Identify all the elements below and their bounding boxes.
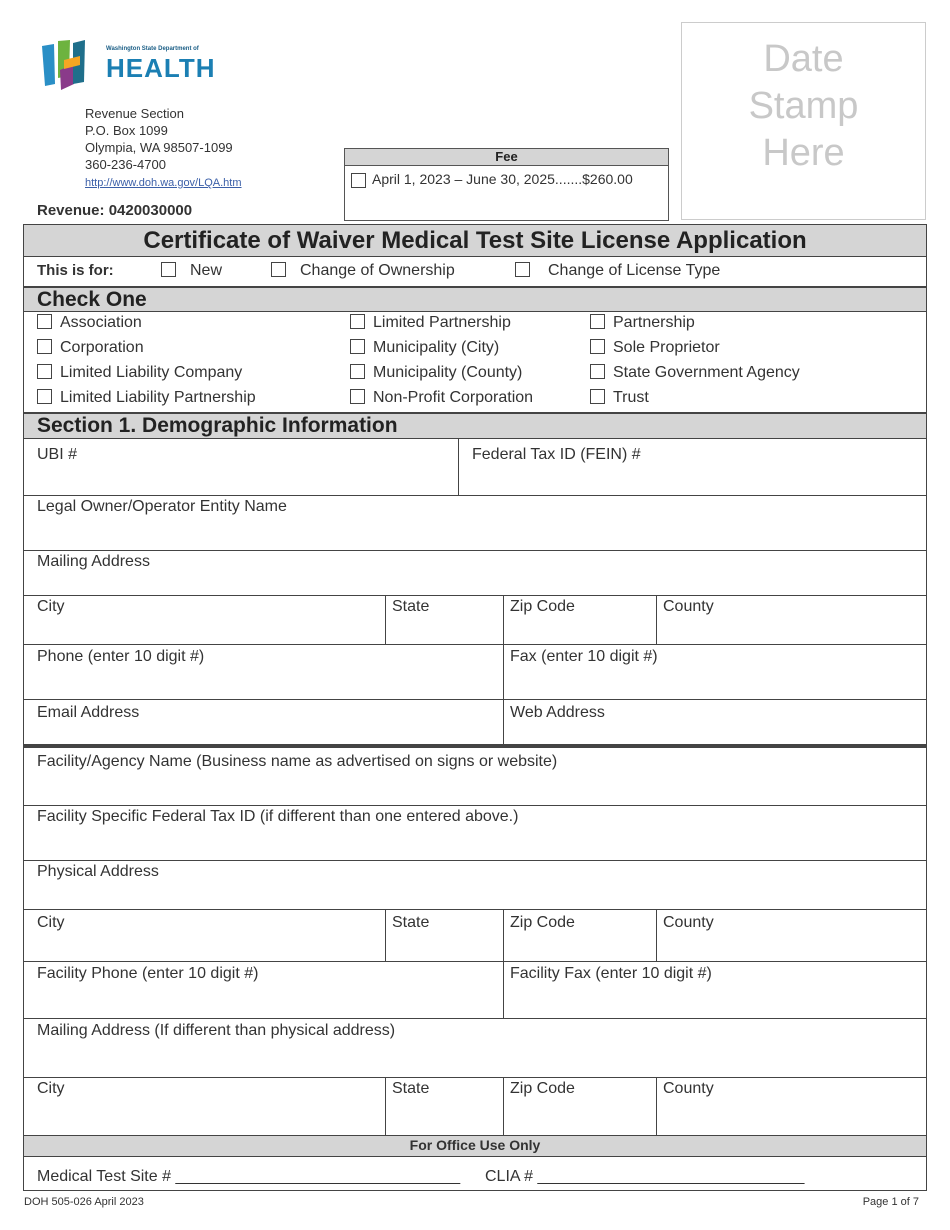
field-label: Facility Fax (enter 10 digit #) xyxy=(510,965,712,982)
field-label: State xyxy=(392,1080,430,1097)
stamp-line: Stamp xyxy=(748,85,859,127)
entity-option[interactable] xyxy=(350,339,499,357)
mailing-address-block xyxy=(85,105,242,192)
web-field[interactable] xyxy=(503,700,926,744)
email-web-row xyxy=(23,700,927,748)
field-label: Facility Phone (enter 10 digit #) xyxy=(37,965,259,982)
facility-tax-id-field[interactable] xyxy=(24,806,926,860)
entity-checkbox[interactable] xyxy=(350,339,365,354)
phone-fax-row xyxy=(23,645,927,700)
facility-county-field[interactable] xyxy=(656,910,926,961)
entity-option[interactable] xyxy=(350,314,511,332)
option-label: Limited Liability Partnership xyxy=(60,389,256,406)
field-label: State xyxy=(392,598,430,615)
this-is-for-row xyxy=(23,257,927,287)
fee-checkbox[interactable] xyxy=(351,173,366,188)
option-change-of-license-type[interactable] xyxy=(515,262,720,280)
city-field[interactable] xyxy=(24,596,385,644)
entity-option[interactable] xyxy=(37,389,256,407)
field-label: UBI # xyxy=(37,446,78,463)
form-title: Certificate of Waiver Medical Test Site License Application xyxy=(23,224,927,257)
field-label: Mailing Address xyxy=(37,553,150,570)
field-label: County xyxy=(663,1080,714,1097)
entity-checkbox[interactable] xyxy=(590,364,605,379)
field-label: Mailing Address (If different than physical address) xyxy=(37,1022,396,1039)
form-id: DOH 505-026 April 2023 xyxy=(24,1196,144,1208)
this-is-for-label: This is for: xyxy=(37,262,114,279)
logo-subtitle: Washington State Department of xyxy=(106,46,199,52)
check-one-heading: Check One xyxy=(23,287,927,312)
entity-checkbox[interactable] xyxy=(590,314,605,329)
option-label: Trust xyxy=(613,389,649,406)
entity-checkbox[interactable] xyxy=(37,314,52,329)
option-label: Limited Liability Company xyxy=(60,364,243,381)
field-label: Zip Code xyxy=(510,598,575,615)
field-label: Facility Specific Federal Tax ID (if different than one entered above.) xyxy=(37,808,519,825)
facility-city-row xyxy=(23,910,927,962)
entity-checkbox[interactable] xyxy=(590,339,605,354)
facility-name-field[interactable] xyxy=(24,748,926,805)
option-label: Corporation xyxy=(60,339,144,356)
mailing-zip-field[interactable] xyxy=(503,1078,656,1135)
field-label: Web Address xyxy=(510,704,605,721)
entity-option[interactable] xyxy=(590,364,800,382)
option-label: Partnership xyxy=(613,314,695,331)
fax-field[interactable] xyxy=(503,645,926,699)
mailing-address-field[interactable] xyxy=(24,551,926,595)
ubi-field[interactable] xyxy=(24,439,458,495)
facility-zip-field[interactable] xyxy=(503,910,656,961)
entity-type-options xyxy=(23,312,927,413)
entity-option[interactable] xyxy=(37,364,242,382)
entity-checkbox[interactable] xyxy=(350,364,365,379)
option-label: Limited Partnership xyxy=(373,314,511,331)
option-label: State Government Agency xyxy=(613,364,800,381)
fein-field[interactable] xyxy=(458,439,928,495)
field-label: City xyxy=(37,598,65,615)
field-label: City xyxy=(37,914,65,931)
entity-option[interactable] xyxy=(37,339,144,357)
ubi-fein-row xyxy=(23,439,927,496)
mailing-county-field[interactable] xyxy=(656,1078,926,1135)
option-label: Sole Proprietor xyxy=(613,339,720,356)
legal-owner-field[interactable] xyxy=(24,496,926,550)
mailing-state-field[interactable] xyxy=(385,1078,503,1135)
field-label: Facility/Agency Name (Business name as advertised on signs or website) xyxy=(37,753,558,770)
page-number: Page 1 of 7 xyxy=(862,1196,919,1208)
facility-fax-field[interactable] xyxy=(503,962,926,1018)
address-line: 360-236-4700 xyxy=(85,157,166,172)
option-label: Change of Ownership xyxy=(300,262,455,279)
entity-checkbox[interactable] xyxy=(350,389,365,404)
fee-heading: Fee xyxy=(345,149,668,166)
option-label: New xyxy=(190,262,223,279)
mailing-city-field[interactable] xyxy=(24,1078,385,1135)
logo-title: HEALTH xyxy=(106,53,216,83)
mailing-city-row xyxy=(23,1078,927,1136)
mailing-address-row xyxy=(23,551,927,596)
medical-test-site-number: Medical Test Site # ________________________________ xyxy=(37,1168,461,1185)
city-row xyxy=(23,596,927,645)
facility-tax-id-row xyxy=(23,806,927,861)
state-field[interactable] xyxy=(385,596,503,644)
facility-name-row xyxy=(23,748,927,806)
entity-checkbox[interactable] xyxy=(350,314,365,329)
email-field[interactable] xyxy=(24,700,503,744)
county-field[interactable] xyxy=(656,596,926,644)
new-checkbox[interactable] xyxy=(161,262,176,277)
facility-mailing-row xyxy=(23,1019,927,1078)
option-label: Non-Profit Corporation xyxy=(373,389,534,406)
field-label: Email Address xyxy=(37,704,140,721)
entity-checkbox[interactable] xyxy=(37,339,52,354)
logo-mark-icon xyxy=(40,38,104,93)
entity-option[interactable] xyxy=(590,389,649,407)
option-change-of-ownership[interactable] xyxy=(271,262,455,280)
option-label: Municipality (County) xyxy=(373,364,523,381)
stamp-line: Here xyxy=(762,132,845,174)
entity-option[interactable] xyxy=(350,364,522,382)
address-line: Olympia, WA 98507-1099 xyxy=(85,140,233,155)
physical-address-field[interactable] xyxy=(24,861,926,909)
field-label: Legal Owner/Operator Entity Name xyxy=(37,498,287,515)
field-label: City xyxy=(37,1080,65,1097)
section1-heading: Section 1. Demographic Information xyxy=(23,413,927,439)
field-label: County xyxy=(663,598,714,615)
entity-checkbox[interactable] xyxy=(590,389,605,404)
option-label: Association xyxy=(60,314,142,331)
phone-field[interactable] xyxy=(24,645,503,699)
field-label: County xyxy=(663,914,714,931)
facility-city-field[interactable] xyxy=(24,910,385,961)
field-label: Zip Code xyxy=(510,914,575,931)
entity-checkbox[interactable] xyxy=(37,389,52,404)
address-line: Revenue Section xyxy=(85,106,185,121)
entity-option[interactable] xyxy=(590,314,695,332)
field-label: Phone (enter 10 digit #) xyxy=(37,648,205,665)
office-use-row xyxy=(23,1157,927,1191)
fee-box xyxy=(344,148,669,221)
stamp-line: Date xyxy=(763,38,844,80)
option-label: Municipality (City) xyxy=(373,339,500,356)
legal-owner-row xyxy=(23,496,927,551)
address-line: P.O. Box 1099 xyxy=(85,123,168,138)
field-label: Fax (enter 10 digit #) xyxy=(510,648,658,665)
field-label: Federal Tax ID (FEIN) # xyxy=(472,446,641,463)
website-link[interactable]: http://www.doh.wa.gov/LQA.htm xyxy=(85,177,242,189)
physical-address-row xyxy=(23,861,927,910)
entity-checkbox[interactable] xyxy=(37,364,52,379)
date-stamp-area xyxy=(681,22,926,220)
fee-option: April 1, 2023 – June 30, 2025.......$260.00 xyxy=(372,171,633,187)
zip-field[interactable] xyxy=(503,596,656,644)
option-label: Change of License Type xyxy=(548,262,721,279)
facility-mailing-field[interactable] xyxy=(24,1019,926,1077)
office-use-heading: For Office Use Only xyxy=(23,1136,927,1157)
revenue-code: Revenue: 0420030000 xyxy=(37,202,193,219)
facility-phone-field[interactable] xyxy=(24,962,503,1018)
entity-option[interactable] xyxy=(590,339,720,357)
field-label: State xyxy=(392,914,430,931)
entity-option[interactable] xyxy=(37,314,142,332)
option-new[interactable] xyxy=(161,262,222,280)
change-license-checkbox[interactable] xyxy=(515,262,530,277)
agency-logo xyxy=(40,38,216,93)
field-label: Zip Code xyxy=(510,1080,575,1097)
clia-number: CLIA # ______________________________ xyxy=(485,1168,805,1185)
change-ownership-checkbox[interactable] xyxy=(271,262,286,277)
facility-phone-fax-row xyxy=(23,962,927,1019)
entity-option[interactable] xyxy=(350,389,533,407)
field-label: Physical Address xyxy=(37,863,159,880)
facility-state-field[interactable] xyxy=(385,910,503,961)
